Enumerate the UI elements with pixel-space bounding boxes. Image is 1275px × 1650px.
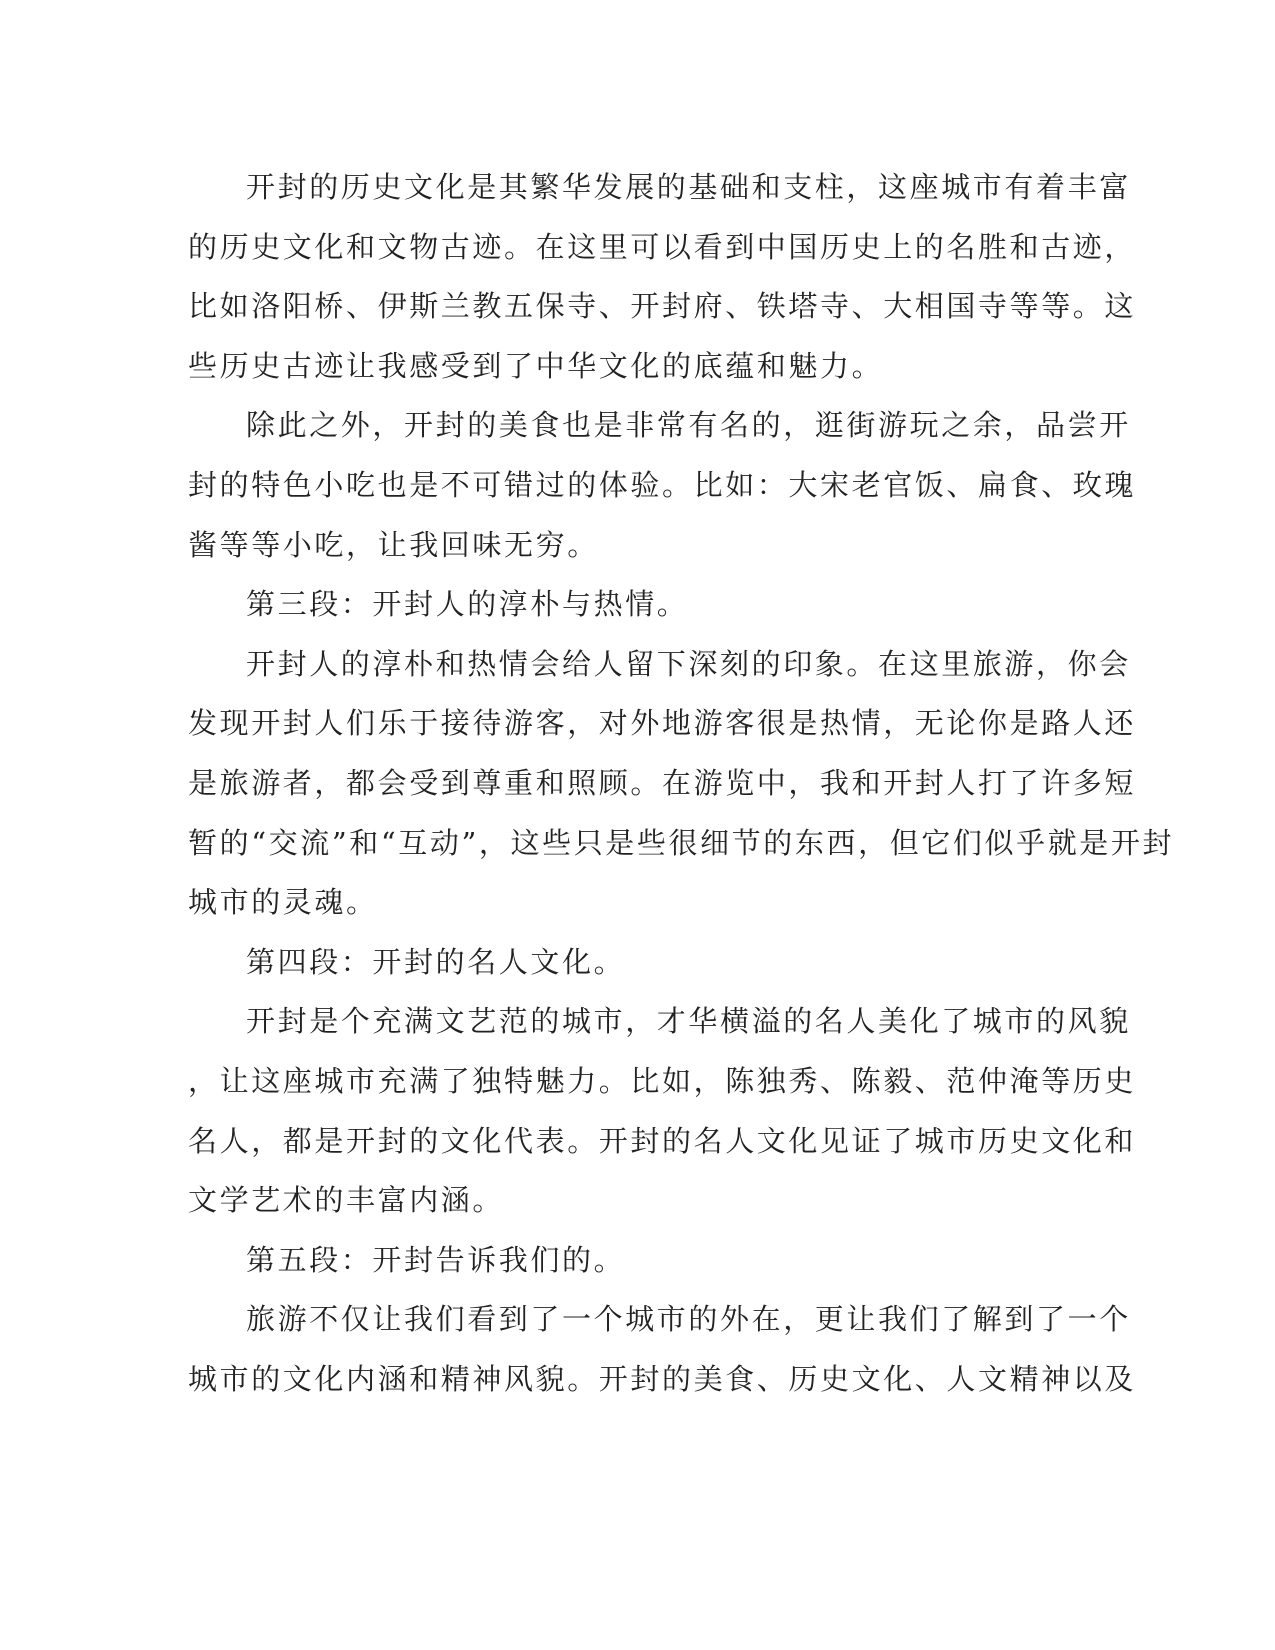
paragraph-celebrities: [188, 992, 1137, 1230]
section-heading-4: [188, 933, 1080, 993]
text-line: 第三段：开封人的淳朴与热情。: [246, 587, 689, 622]
section-heading-3: [188, 575, 1080, 635]
text-line: 的历史文化和文物古迹。在这里可以看到中国历史上的名胜和古迹，: [188, 229, 1137, 264]
document-body: [188, 158, 1175, 1409]
text-line: 比如洛阳桥、伊斯兰教五保寺、开封府、铁塔寺、大相国寺等等。这: [188, 289, 1137, 324]
text-line: 除此之外，开封的美食也是非常有名的，逛街游玩之余，品尝开: [246, 408, 1131, 443]
text-line: 是旅游者，都会受到尊重和照顾。在游览中，我和开封人打了许多短: [188, 765, 1137, 800]
text-line: 名人，都是开封的文化代表。开封的名人文化见证了城市历史文化和: [188, 1123, 1137, 1158]
text-line: 些历史古迹让我感受到了中华文化的底蕴和魅力。: [188, 348, 884, 383]
text-line: 第五段：开封告诉我们的。: [246, 1242, 626, 1277]
text-line: 酱等等小吃，让我回味无穷。: [188, 527, 599, 562]
text-line: 城市的灵魂。: [188, 885, 378, 920]
text-line: 开封的历史文化是其繁华发展的基础和支柱，这座城市有着丰富: [246, 170, 1131, 204]
text-line: 旅游不仅让我们看到了一个城市的外在，更让我们了解到了一个: [246, 1302, 1131, 1337]
paragraph-people: [188, 635, 1175, 933]
text-line: 发现开封人们乐于接待游客，对外地游客很是热情，无论你是路人还: [188, 706, 1137, 741]
text-line: 开封人的淳朴和热情会给人留下深刻的印象。在这里旅游，你会: [246, 646, 1131, 681]
text-line: 暂的“交流”和“互动”，这些只是些很细节的东西，但它们似乎就是开封: [188, 825, 1175, 860]
paragraph-conclusion: [188, 1290, 1137, 1409]
text-line: 文学艺术的丰富内涵。: [188, 1183, 505, 1218]
text-line: 封的特色小吃也是不可错过的体验。比如：大宋老官饭、扁食、玫瑰: [188, 467, 1137, 502]
text-line: 开封是个充满文艺范的城市，才华横溢的名人美化了城市的风貌: [246, 1004, 1131, 1039]
text-line: 城市的文化内涵和精神风貌。开封的美食、历史文化、人文精神以及: [188, 1361, 1137, 1396]
text-line: ，让这座城市充满了独特魅力。比如，陈独秀、陈毅、范仲淹等历史: [188, 1063, 1137, 1098]
text-line: 第四段：开封的名人文化。: [246, 944, 626, 979]
paragraph-food: [188, 396, 1137, 575]
paragraph-history-culture: [188, 158, 1137, 396]
section-heading-5: [188, 1231, 1080, 1291]
